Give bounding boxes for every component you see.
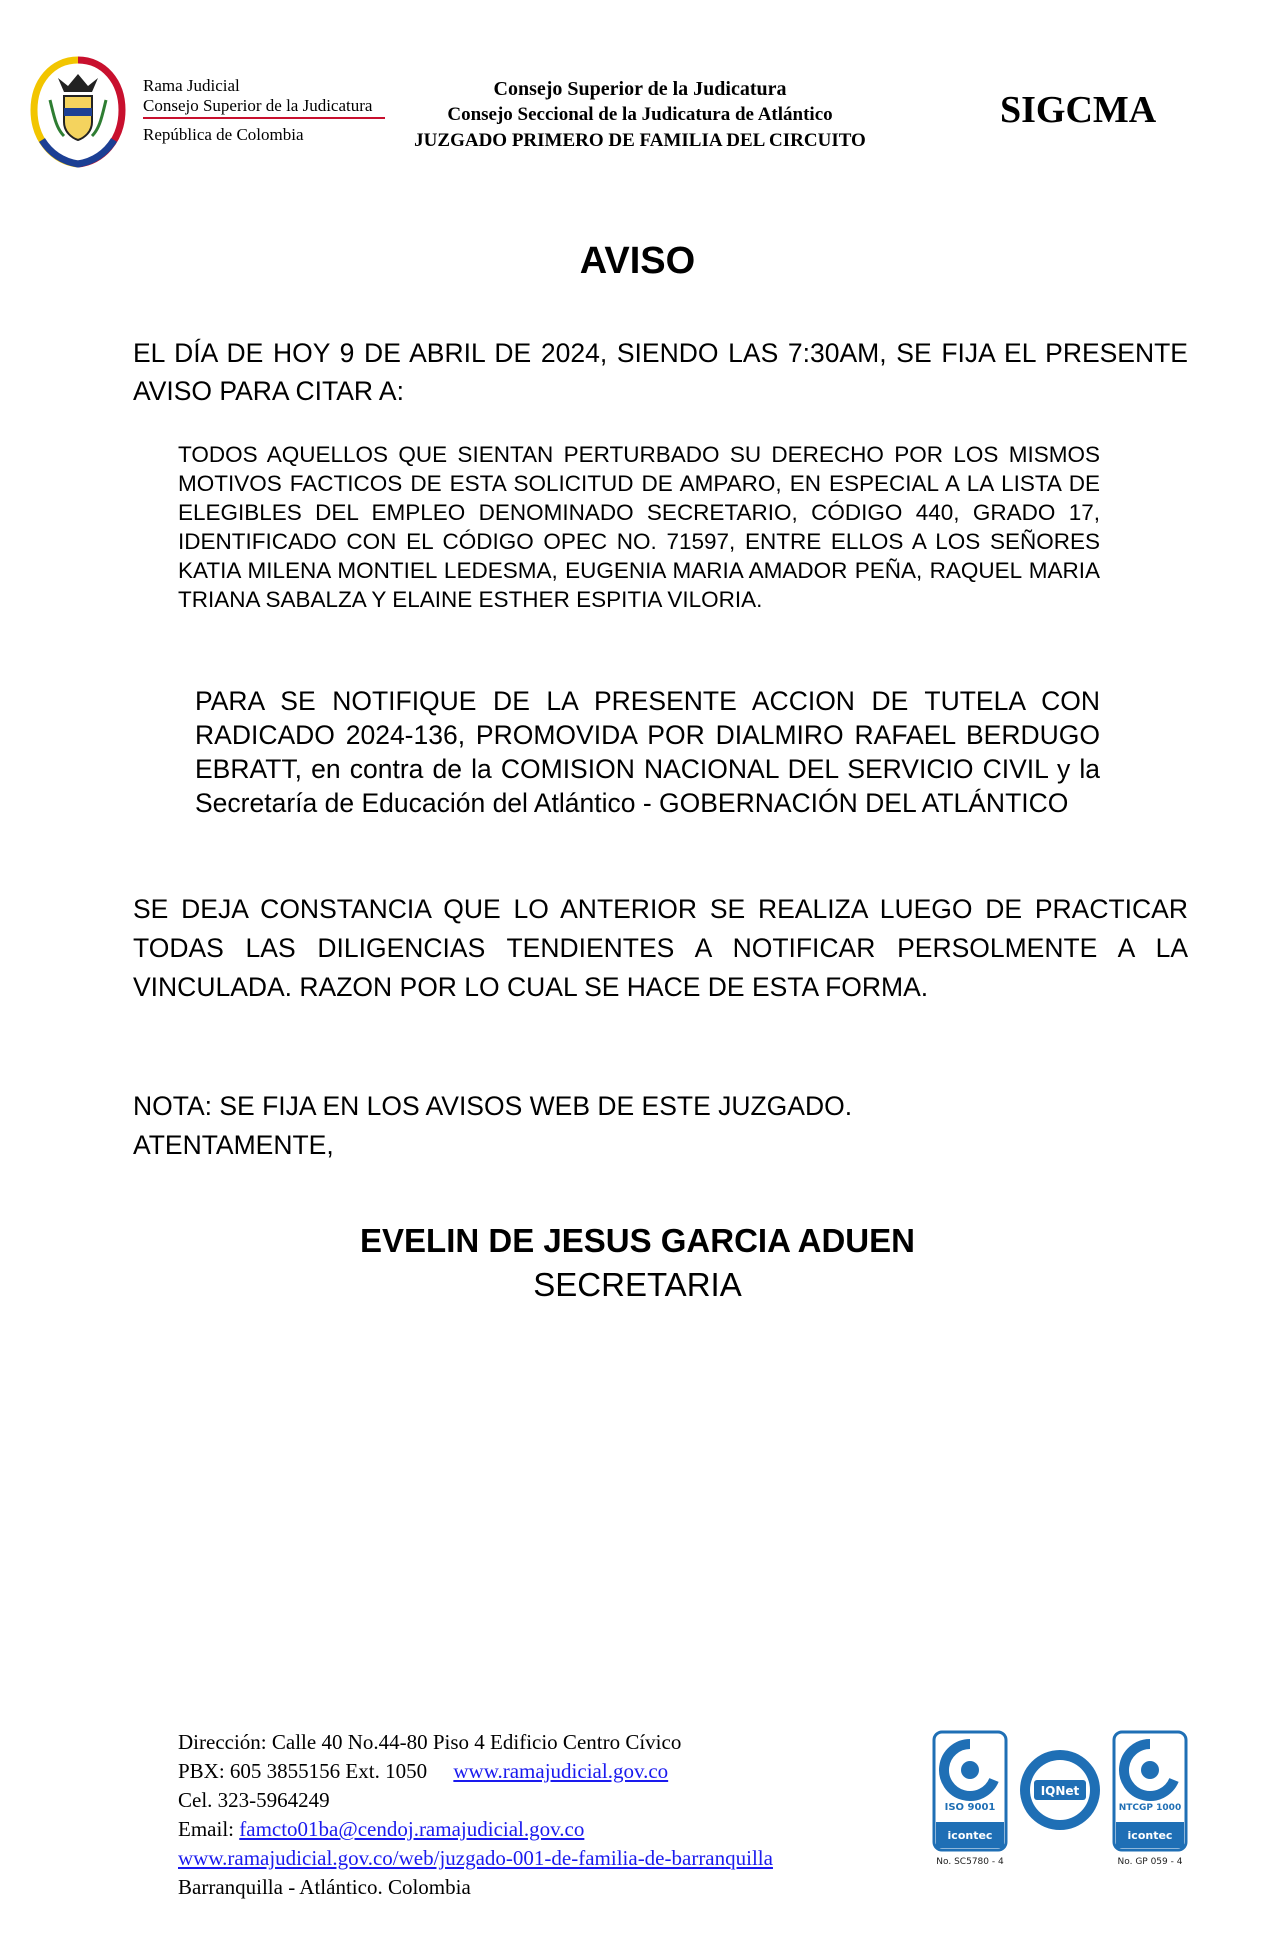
intro-paragraph: EL DÍA DE HOY 9 DE ABRIL DE 2024, SIENDO LAS 7:30AM, SE FIJA EL PRESENTE AVISO PARA CITAR A: [133,338,1188,406]
council-line-3: JUZGADO PRIMERO DE FAMILIA DEL CIRCUITO [414,130,866,151]
recipients-paragraph: TODOS AQUELLOS QUE SIENTAN PERTURBADO SU DERECHO POR LOS MISMOS MOTIVOS FACTICOS DE ESTA SOLICITUD DE AMPARO, EN ESPECIAL A LA LISTA DE ELEGIBLES DEL EMPLEO DENOMINADO SECRETARIO, CÓDIGO 440, GRADO 17, IDENTIFICADO CON EL CÓDIGO OPEC NO. 71597, ENTRE ELLOS A LOS SEÑORES KATIA MILENA MONTIEL LEDESMA, EUGENIA MARIA AMADOR PEÑA, RAQUEL MARIA TRIANA SABALZA Y ELAINE ESTHER ESPITIA VILORIA. [178,442,1100,612]
iqnet-cert-icon [1020,1750,1100,1830]
council-line-1: Consejo Superior de la Judicatura [493,78,787,100]
org-divider [143,117,385,119]
court-website-link[interactable]: www.ramajudicial.gov.co/web/juzgado-001-de-familia-de-barranquilla [178,1846,773,1870]
org-line-2: Consejo Superior de la Judicatura [143,96,373,115]
system-name: SIGCMA [1000,89,1157,131]
footer-address: Dirección: Calle 40 No.44-80 Piso 4 Edificio Centro Cívico [178,1730,682,1754]
note-text: NOTA: SE FIJA EN LOS AVISOS WEB DE ESTE JUZGADO. [133,1091,853,1121]
website-link[interactable]: www.ramajudicial.gov.co [453,1759,669,1783]
council-block [360,76,920,154]
constancia-paragraph: SE DEJA CONSTANCIA QUE LO ANTERIOR SE REALIZA LUEGO DE PRACTICAR TODAS LAS DILIGENCIAS TENDIENTES A NOTIFICAR PERSOLMENTE A LA VINCULADA. RAZON POR LO CUAL SE HACE DE ESTA FORMA. [133,894,1188,1002]
note-block [133,1087,1188,1165]
ntcgp-1000-cert-icon [1114,1732,1186,1867]
closing-text: ATENTAMENTE, [133,1130,334,1160]
signer-name: EVELIN DE JESUS GARCIA ADUEN [360,1222,915,1259]
footer-contact [178,1728,773,1902]
footer-pbx: PBX: 605 3855156 Ext. 1050 [178,1759,428,1783]
iso-9001-cert-icon [934,1732,1006,1867]
certification-logos [930,1730,1190,1870]
cert2-label: IQNet [1040,1784,1080,1798]
notification-paragraph: PARA SE NOTIFIQUE DE LA PRESENTE ACCION DE TUTELA CON RADICADO 2024-136, PROMOVIDA POR DIALMIRO RAFAEL BERDUGO EBRATT, en contra de la COMISION NACIONAL DEL SERVICIO CIVIL y la Secretaría de Educación del Atlántico - GOBERNACIÓN DEL ATLÁNTICO [195,686,1100,818]
footer-phone-line [178,1757,773,1786]
rama-judicial-block [143,76,385,145]
cert3-number: No. GP 059 - 4 [1117,1857,1183,1867]
cert1-label: ISO 9001 [944,1802,996,1813]
cert3-label: NTCGP 1000 [1118,1803,1182,1813]
cert1-number: No. SC5780 - 4 [936,1857,1004,1867]
footer-cel: Cel. 323-5964249 [178,1788,330,1812]
cert3-brand: icontec [1127,1829,1173,1842]
cert1-brand: icontec [947,1829,993,1842]
org-line-1: Rama Judicial [143,76,240,95]
signer-role: SECRETARIA [533,1266,742,1303]
email-link[interactable]: famcto01ba@cendoj.ramajudicial.gov.co [239,1817,585,1841]
footer-email-line [178,1815,773,1844]
page-title: AVISO [579,240,696,282]
council-line-2: Consejo Seccional de la Judicatura de Atlántico [447,104,833,125]
org-line-3: República de Colombia [143,125,304,144]
footer-city: Barranquilla - Atlántico. Colombia [178,1875,471,1899]
colombia-coat-of-arms-logo [28,56,128,168]
email-label: Email: [178,1817,234,1841]
